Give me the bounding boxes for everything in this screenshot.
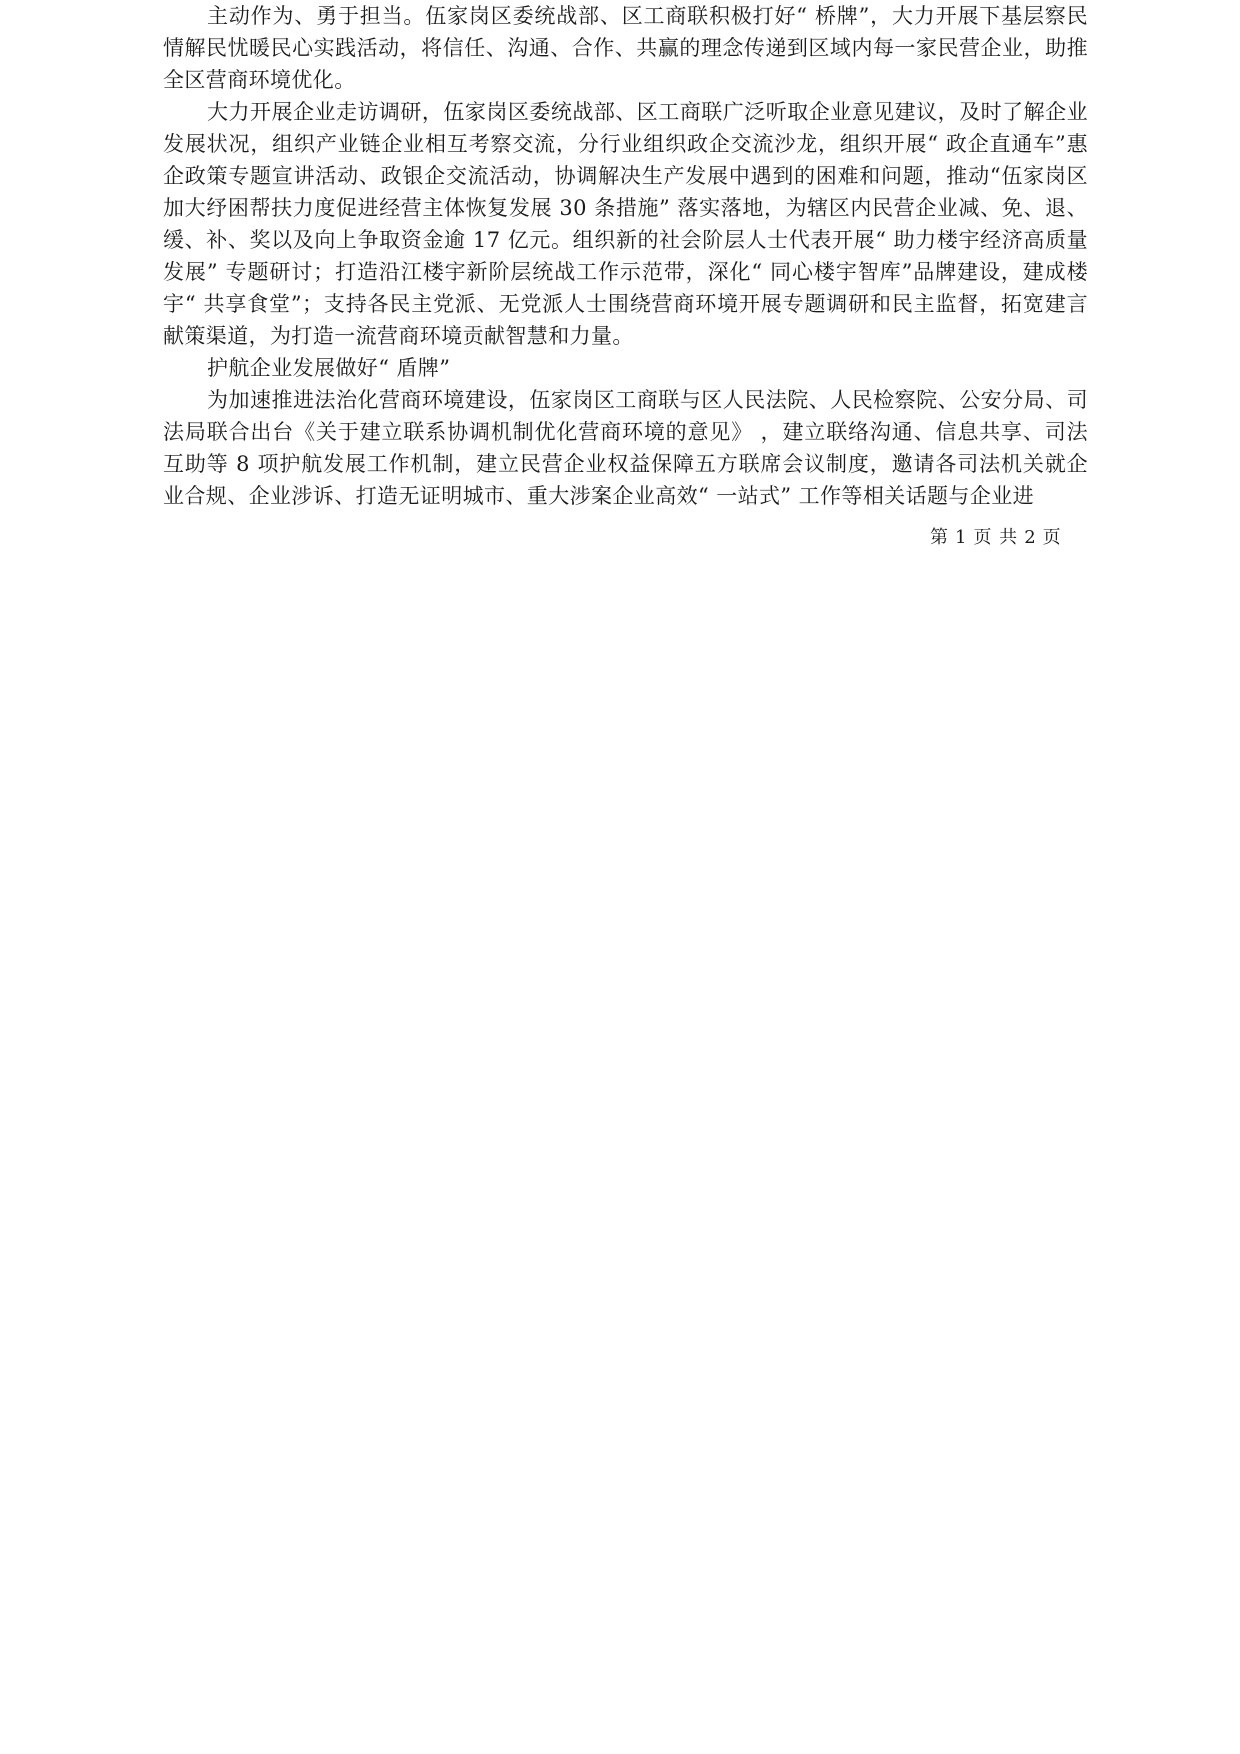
page-number-footer — [930, 526, 1062, 550]
footer-prefix: 第 — [930, 527, 949, 548]
paragraph-enterprise-visits: 大力开展企业走访调研，伍家岗区委统战部、区工商联广泛听取企业意见建议，及时了解企业发展状况，组织产业链企业相互考察交流，分行业组织政企交流沙龙，组织开展“ 政企直通车”惠企政策专题宣讲活动、政银企交流活动，协调解决生产发展中遇到的困难和问题，推动“伍家岗区加大纾困帮扶力度促进经营主体恢复发展 30 条措施” 落实落地，为辖区内民营企业减、免、退、缓、补、奖以及向上争取资金逾 17 亿元。组织新的社会阶层人士代表开展“ 助力楼宇经济高质量发展” 专题研讨；打造沿江楼宇新阶层统战工作示范带，深化“ 同心楼宇智库”品牌建设，建成楼宇“ 共享食堂”；支持各民主党派、无党派人士围绕营商环境开展专题调研和民主监督，拓宽建言献策渠道，为打造一流营商环境贡献智慧和力量。 — [163, 100, 1088, 348]
section-heading-shield-card: 护航企业发展做好“ 盾牌” — [207, 356, 451, 380]
paragraph-bridge-card: 主动作为、勇于担当。伍家岗区委统战部、区工商联积极打好“ 桥牌”，大力开展下基层察民情解民忧暖民心实践活动，将信任、沟通、合作、共赢的理念传递到区域内每一家民营企业，助推全区营商环境优化。 — [163, 4, 1088, 92]
footer-suffix: 页 — [1042, 527, 1062, 548]
paragraph-rule-of-law: 为加速推进法治化营商环境建设，伍家岗区工商联与区人民法院、人民检察院、公安分局、司法局联合出台《关于建立联系协调机制优化营商环境的意见》 ，建立联络沟通、信息共享、司法互助等 8 项护航发展工作机制，建立民营企业权益保障五方联席会议制度，邀请各司法机关就企业合规、企业涉诉、打造无证明城市、重大涉案企业高效“ 一站式” 工作等相关话题与企业进 — [163, 388, 1088, 508]
document-body — [163, 0, 1088, 512]
footer-total-pages: 2 — [1024, 527, 1037, 548]
footer-current-page: 1 — [955, 527, 968, 548]
footer-middle: 页 共 — [973, 527, 1019, 548]
